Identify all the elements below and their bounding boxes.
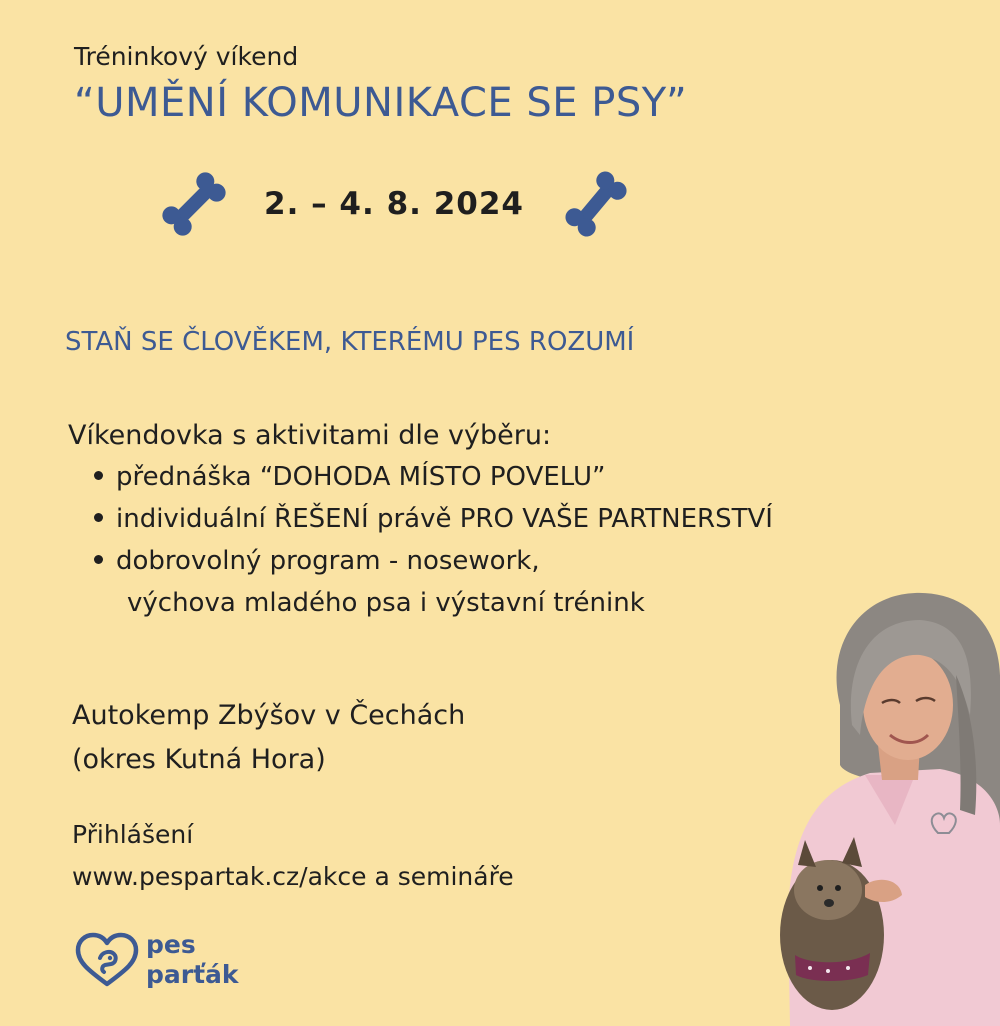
activity-continuation: výchova mladého psa i výstavní trénink (127, 588, 645, 618)
list-item (94, 540, 773, 582)
location-name: Autokemp Zbýšov v Čechách (72, 700, 466, 731)
heart-dog-logo-icon (74, 932, 140, 988)
event-subtitle: Tréninkový víkend (74, 42, 299, 71)
bullet-icon (94, 471, 103, 480)
event-title: “UMĚNÍ KOMUNIKACE SE PSY” (74, 80, 688, 126)
activity-text: individuální ŘEŠENÍ právě PRO VAŠE PARTNERSTVÍ (116, 504, 773, 534)
event-date: 2. – 4. 8. 2024 (264, 186, 524, 222)
list-item (94, 456, 773, 498)
pes-partak-logo (74, 930, 254, 996)
trainer-with-dog-photo (770, 585, 1000, 1026)
bullet-icon (94, 555, 103, 564)
bullet-icon (94, 513, 103, 522)
logo-text-bottom: parťák (146, 960, 239, 989)
activity-text: dobrovolný program - nosework, (116, 546, 540, 576)
activity-list (94, 456, 773, 582)
activity-text: přednáška “DOHODA MÍSTO POVELU” (116, 462, 606, 492)
registration-link[interactable]: www.pespartak.cz/akce a semináře (72, 862, 514, 891)
program-intro: Víkendovka s aktivitami dle výběru: (68, 420, 552, 451)
bone-icon (558, 168, 634, 240)
list-item (94, 498, 773, 540)
bone-icon (158, 168, 230, 240)
location-district: (okres Kutná Hora) (72, 744, 326, 775)
logo-text-top: pes (146, 930, 196, 959)
slogan: STAŇ SE ČLOVĚKEM, KTERÉMU PES ROZUMÍ (65, 327, 635, 357)
registration-label: Přihlášení (72, 820, 194, 849)
